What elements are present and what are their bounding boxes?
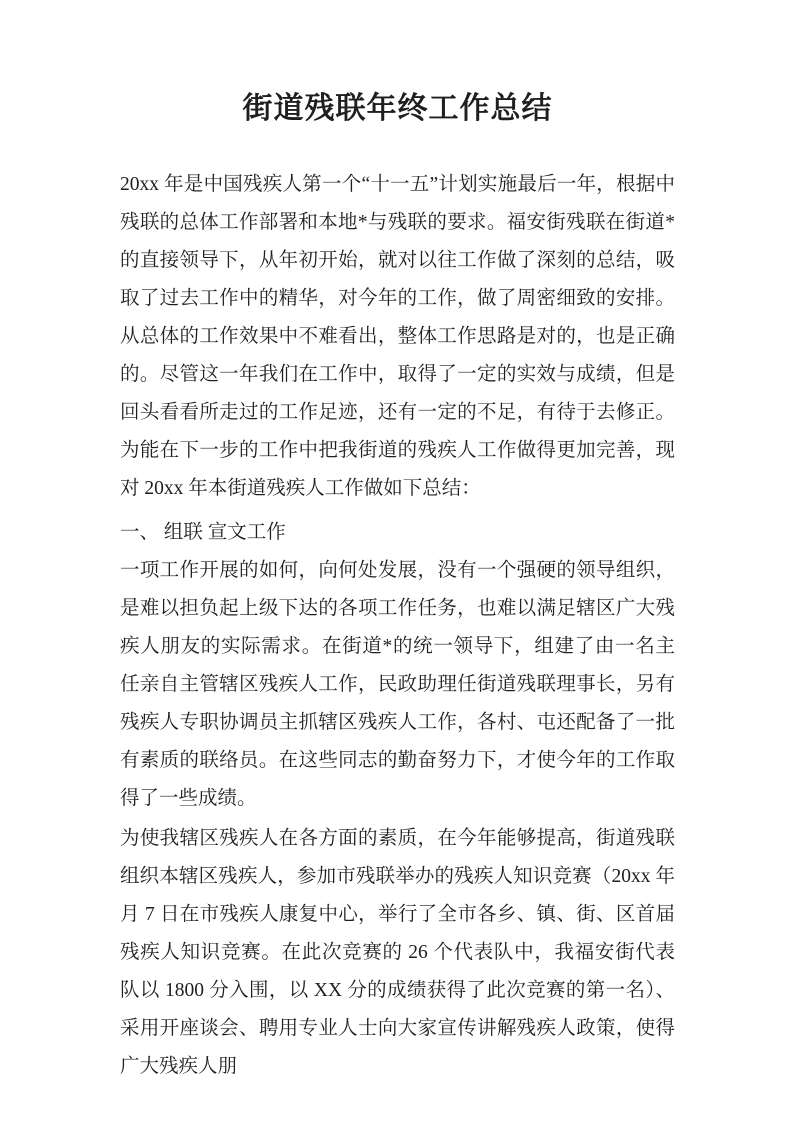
document-content bbox=[120, 0, 675, 1086]
paragraph-intro: 20xx 年是中国残疾人第一个“十一五”计划实施最后一年，根据中残联的总体工作部署和本地*与残联的要求。福安街残联在街道*的直接领导下，从年初开始，就对以往工作做了深刻的总结，吸取了过去工作中的精华，对今年的工作，做了周密细致的安排。从总体的工作效果中不难看出，整体工作思路是对的，也是正确的。尽管这一年我们在工作中，取得了一定的实效与成绩，但是回头看看所走过的工作足迹，还有一定的不足，有待于去修正。为能在下一步的工作中把我街道的残疾人工作做得更加完善，现对 20xx 年本街道残疾人工作做如下总结： bbox=[120, 174, 675, 499]
paragraph-competition: 为使我辖区残疾人在各方面的素质，在今年能够提高，街道残联组织本辖区残疾人，参加市残联举办的残疾人知识竞赛（20xx 年月 7 日在市残疾人康复中心，举行了全市各乡、镇、街、区首届残疾人知识竞赛。在此次竞赛的 26 个代表队中，我福安街代表队以 1800 分入围，以 XX 分的成绩获得了此次竞赛的第一名）、采用开座谈会、聘用专业人士向大家宣传讲解残疾人政策，使得广大残疾人朋 bbox=[120, 828, 675, 1077]
paragraph-organization: 一项工作开展的如何，向何处发展，没有一个强硬的领导组织，是难以担负起上级下达的各项工作任务，也难以满足辖区广大残疾人朋友的实际需求。在街道*的统一领导下，组建了由一名主任亲自主管辖区残疾人工作，民政助理任街道残联理事长，另有残疾人专职协调员主抓辖区残疾人工作，各村、屯还配备了一批有素质的联络员。在这些同志的勤奋努力下，才使今年的工作取得了一些成绩。 bbox=[120, 560, 675, 809]
document-title: 街道残联年终工作总结 bbox=[242, 92, 553, 125]
section-heading-1: 一、 组联 宣文工作 bbox=[120, 522, 286, 543]
